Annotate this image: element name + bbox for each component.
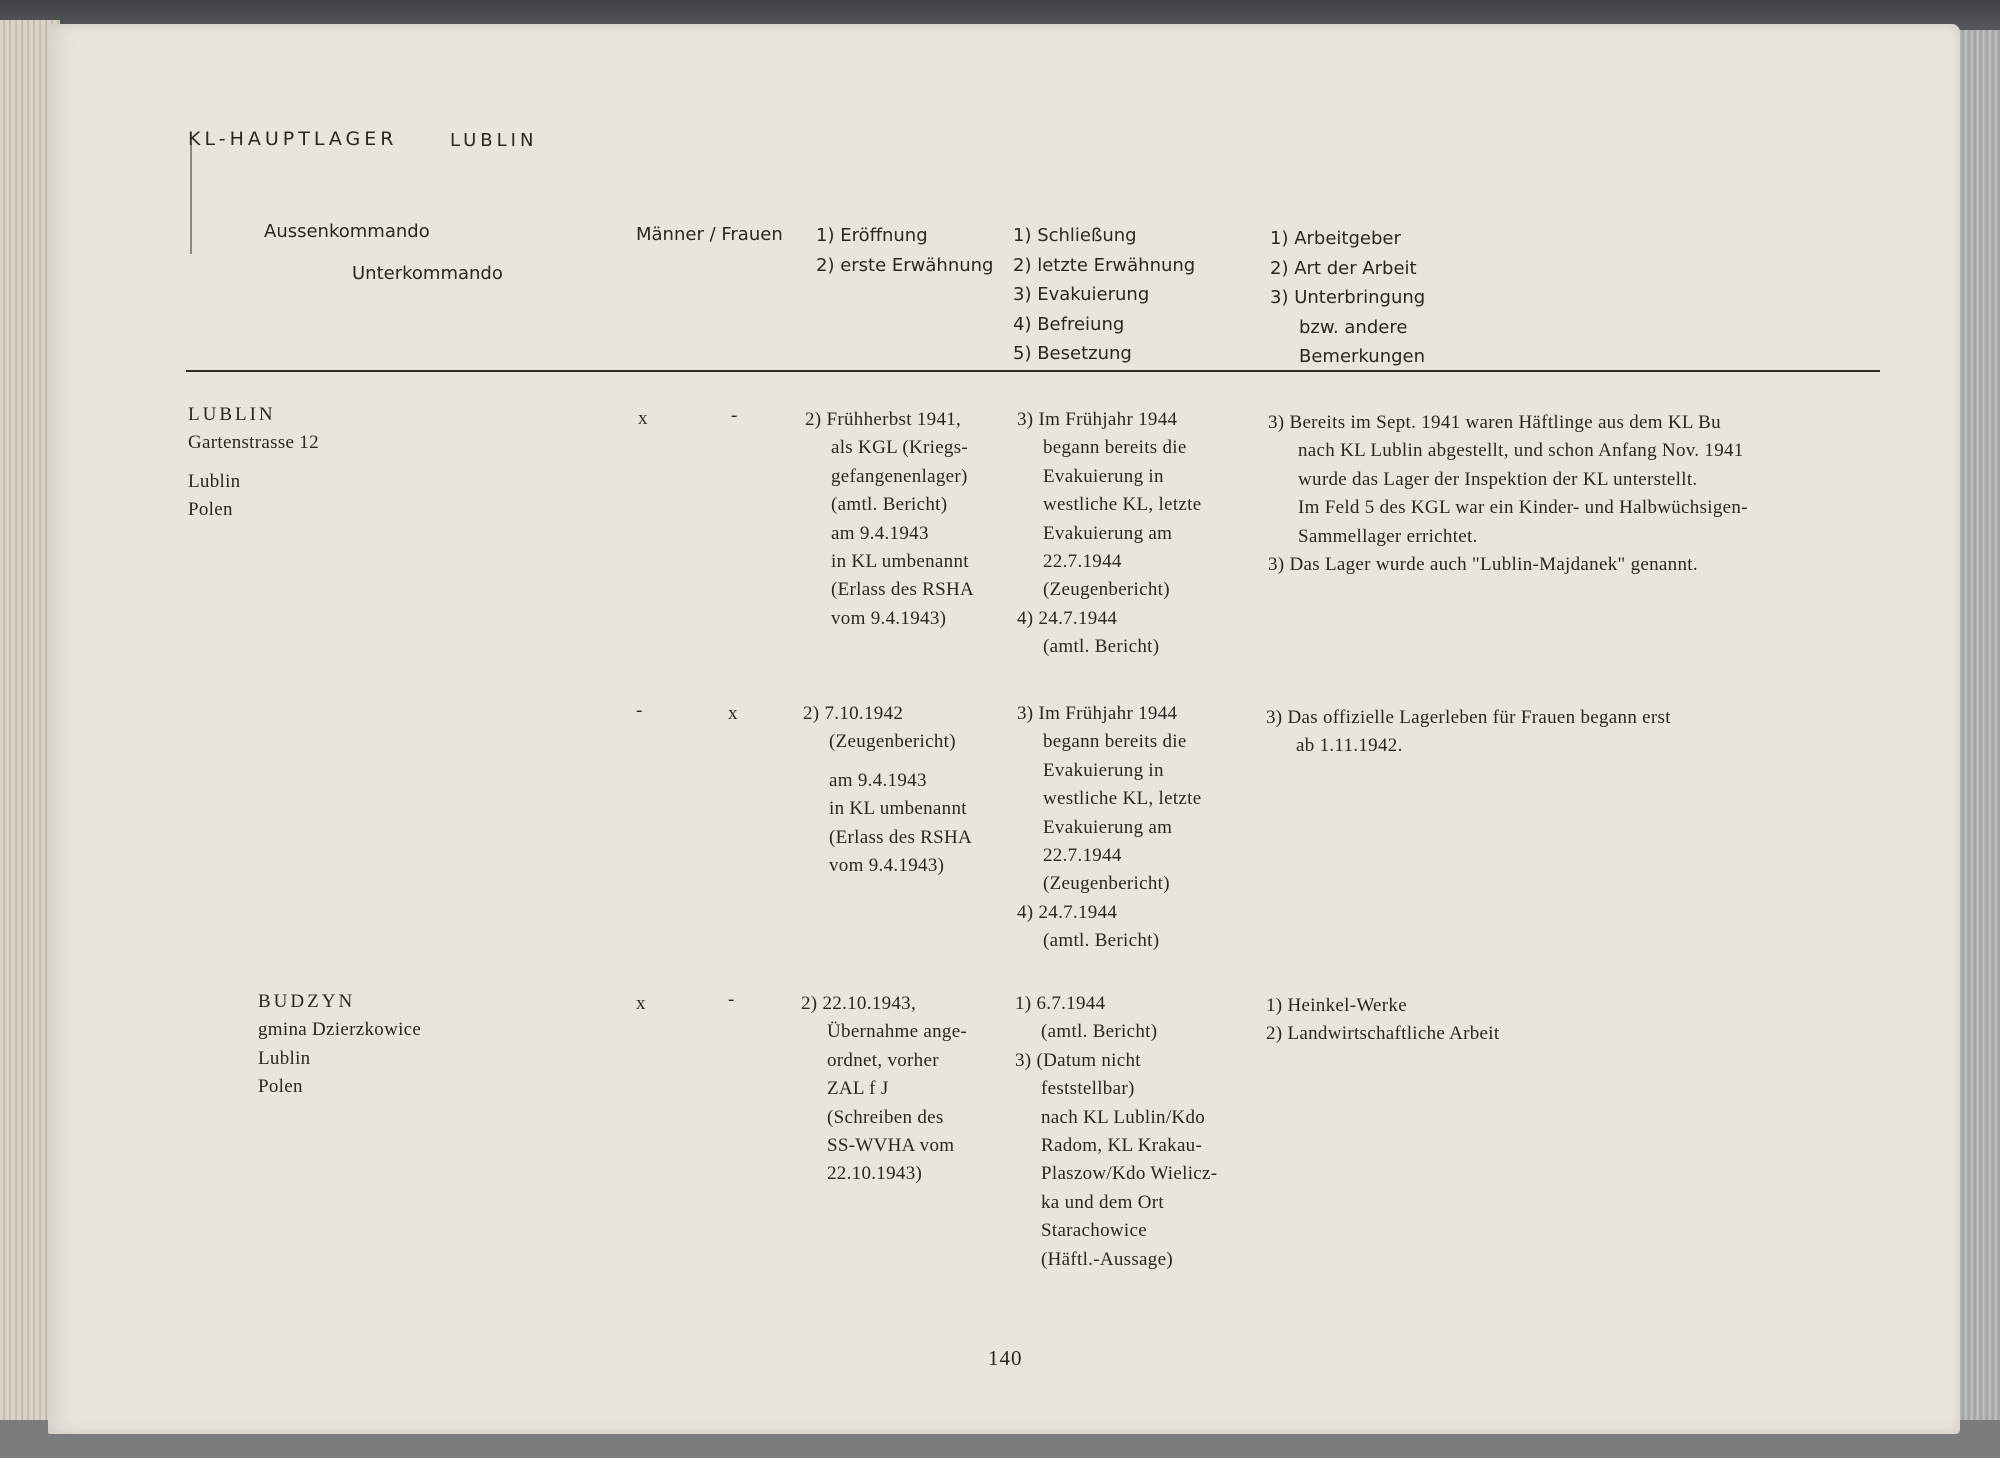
page-number: 140 (988, 1346, 1023, 1370)
entry-lublin-women-women: x (728, 703, 738, 724)
entry-lublin-opening: 2) Frühherbst 1941, als KGL (Kriegs- gefangenenlager) (amtl. Bericht) am 9.4.1943 in KL umbenannt (Erlass des RSHA vom 9.4.1943) (805, 409, 975, 629)
entry-lublin-men: x (638, 408, 648, 429)
running-head-place: LUBLIN (450, 130, 538, 151)
header-schliessung: 1) Schließung 2) letzte Erwähnung 3) Evakuierung 4) Befreiung 5) Besetzung (1013, 225, 1196, 364)
header-eroeffnung: 1) Eröffnung 2) erste Erwähnung (816, 225, 994, 276)
header-unterkommando: Unterkommando (352, 263, 503, 284)
entry-lublin-place: LUBLIN Gartenstrasse 12 Lublin Polen (188, 404, 319, 521)
entry-budzyn-men: x (636, 993, 646, 1014)
margin-mark (190, 144, 192, 254)
header-aussenkommando: Aussenkommando (264, 221, 430, 242)
entry-budzyn-women: - (728, 989, 735, 1010)
header-arbeitgeber: 1) Arbeitgeber 2) Art der Arbeit 3) Unterbringung bzw. andere Bemerkungen (1270, 228, 1426, 367)
entry-budzyn-closing: 1) 6.7.1944 (amtl. Bericht) 3) (Datum nicht feststellbar) nach KL Lublin/Kdo Radom, KL Krakau- Plaszow/Kdo Wielicz- ka und dem Ort Starachowice (Häftl.-Aussage) (1015, 993, 1218, 1270)
entry-budzyn-place: BUDZYN gmina Dzierzkowice Lublin Polen (258, 991, 422, 1098)
entry-lublin-women-remarks: 3) Das offizielle Lagerleben für Frauen begann erst ab 1.11.1942. (1266, 707, 1671, 757)
entry-lublin-closing: 3) Im Frühjahr 1944 begann bereits die Evakuierung in westliche KL, letzte Evakuierung am 22.7.1944 (Zeugenbericht) 4) 24.7.1944 (amtl. Bericht) (1017, 409, 1202, 658)
entry-lublin-women-closing: 3) Im Frühjahr 1944 begann bereits die Evakuierung in westliche KL, letzte Evakuierung am 22.7.1944 (Zeugenbericht) 4) 24.7.1944 (amtl. Bericht) (1017, 703, 1202, 952)
header-rule (186, 370, 1880, 372)
book-page (48, 24, 1960, 1434)
entry-lublin-women: - (731, 405, 738, 426)
entry-lublin-women-men: - (636, 700, 643, 721)
entry-lublin-women-opening: 2) 7.10.1942 (Zeugenbericht) am 9.4.1943 in KL umbenannt (Erlass des RSHA vom 9.4.1943) (803, 703, 973, 877)
entry-lublin-remarks: 3) Bereits im Sept. 1941 waren Häftlinge aus dem KL Bu nach KL Lublin abgestellt, und schon Anfang Nov. 1941 wurde das Lager der Inspektion der KL unterstellt. Im Feld 5 des KGL war ein Kinder- und Halbwüchsigen- Sammellager errichtet. 3) Das Lager wurde auch "Lublin-Majdanek" genannt. (1268, 412, 1748, 576)
entry-budzyn-opening: 2) 22.10.1943, Übernahme ange- ordnet, vorher ZAL f J (Schreiben des SS-WVHA vom 22.10.1943) (801, 993, 968, 1185)
running-head: KL-HAUPTLAGER (188, 128, 398, 150)
entry-budzyn-remarks: 1) Heinkel-Werke 2) Landwirtschaftliche Arbeit (1266, 995, 1500, 1045)
header-maenner-frauen: Männer / Frauen (636, 224, 783, 245)
